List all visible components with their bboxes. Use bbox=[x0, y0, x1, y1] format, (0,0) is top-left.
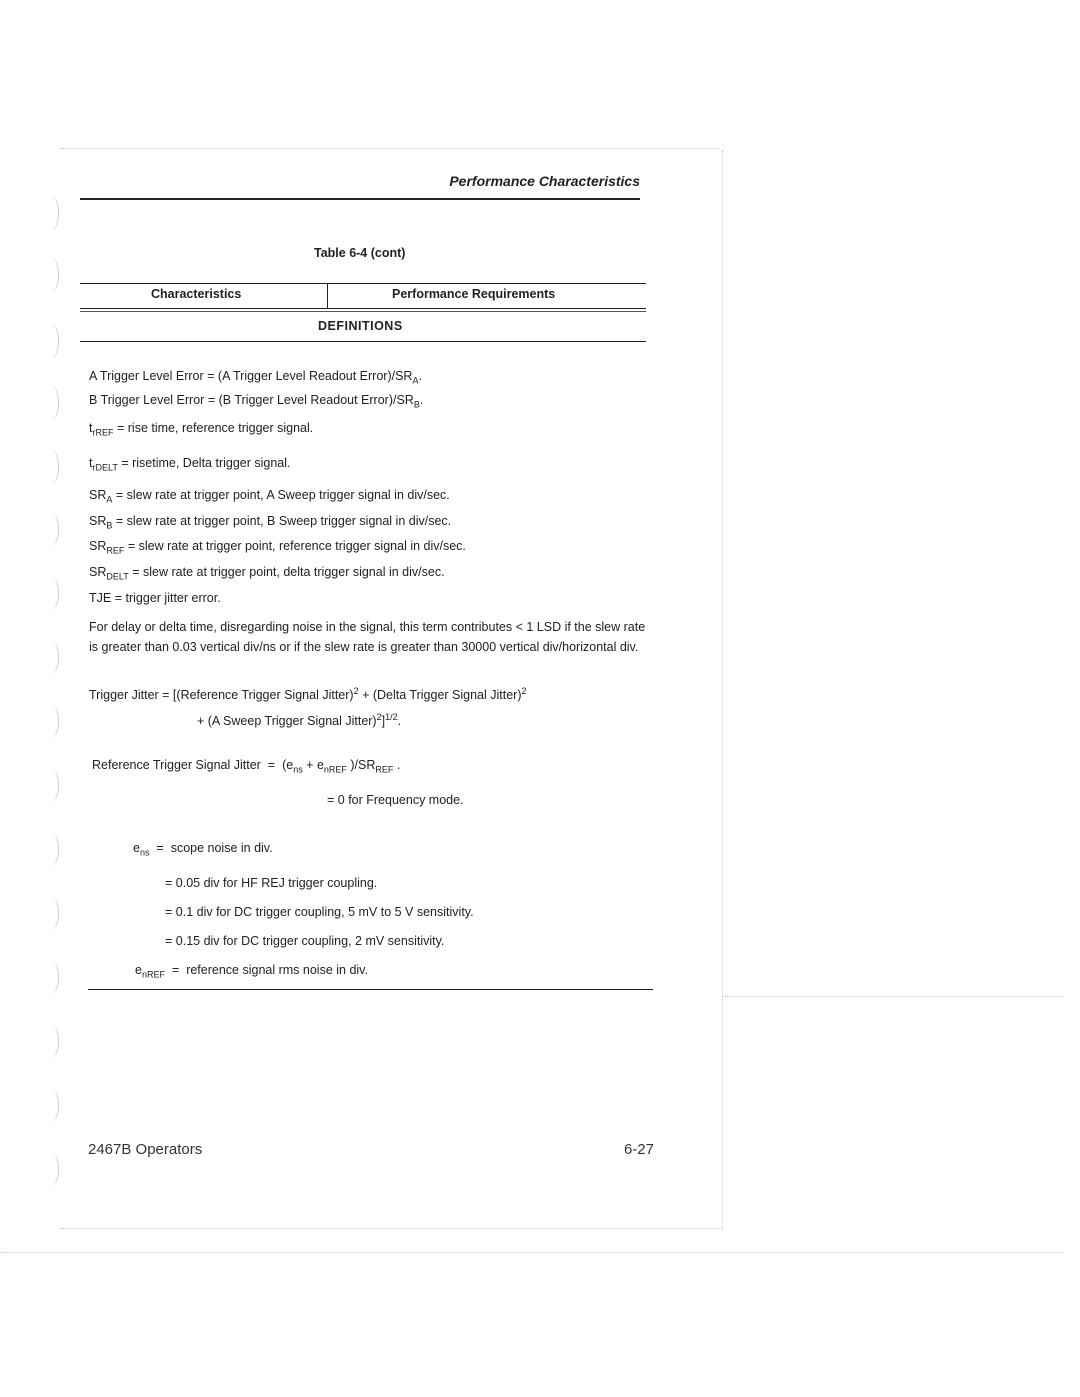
definition-b-trigger-level-error: B Trigger Level Error = (B Trigger Level Readout $Error)/SR_B$. bbox=[89, 393, 424, 410]
noise-value-dc-2mv: = 0.15 div for DC trigger coupling, 2 mV sensitivity. bbox=[165, 934, 445, 948]
reference-trigger-jitter-formula: Reference Trigger Signal Jitter = ($e_{ns} + e_{nREF}$ )$/SR_{REF}$ . bbox=[92, 758, 401, 775]
definition-a-trigger-level-error: A Trigger Level Error = (A Trigger Level Readout $Error)/SR_A$. bbox=[89, 369, 422, 386]
scan-edge-low bbox=[0, 1252, 1064, 1253]
section-rule bbox=[80, 341, 646, 342]
table-bottom-rule bbox=[88, 989, 653, 990]
column-header-performance-requirements: Performance Requirements bbox=[392, 287, 556, 301]
trigger-jitter-formula-line-1: Trigger Jitter = [(Reference Trigger Signal Jitter)$^2$ + (Delta Trigger Signal Jitter)$^2$ bbox=[89, 686, 527, 703]
delay-delta-note: For delay or delta time, disregarding noise in the signal, this term contributes < 1 LSD if the slew rate is greater than 0.03 vertical div/ns or if the slew rate is greater than 30000 vertical div/horizontal div. bbox=[89, 620, 646, 654]
table-caption: Table 6-4 (cont) bbox=[314, 246, 406, 260]
scan-edge-mid bbox=[724, 996, 1064, 997]
definition-e-ns: $e_{ns}$ = scope noise in div. bbox=[133, 841, 273, 858]
column-header-characteristics: Characteristics bbox=[151, 287, 242, 301]
header-rule bbox=[80, 198, 640, 200]
definition-e-nref: $e_{nREF}$ = reference signal rms noise in div. bbox=[135, 963, 368, 980]
definition-sr-delt: $SR_{DELT}$ = slew rate at trigger point, delta trigger signal in div/sec. bbox=[89, 565, 445, 582]
section-heading-definitions: DEFINITIONS bbox=[318, 319, 403, 333]
definition-t-rdelt: $t_{rDELT}$ = risetime, Delta trigger signal. bbox=[89, 456, 291, 473]
definition-sr-a: $SR_A$ = slew rate at trigger point, A Sweep trigger signal in div/sec. bbox=[89, 488, 450, 505]
column-divider bbox=[327, 283, 328, 308]
table-header-rule-2 bbox=[80, 311, 646, 312]
scan-border-right bbox=[722, 150, 723, 1228]
reference-jitter-frequency-mode: = 0 for Frequency mode. bbox=[327, 793, 464, 807]
scan-border-top bbox=[60, 148, 720, 149]
table-top-rule bbox=[80, 283, 646, 284]
table-header-rule-1 bbox=[80, 308, 646, 309]
definition-tje: TJE = trigger jitter error. bbox=[89, 591, 221, 605]
definition-t-rref: $t_{rREF}$ = rise time, reference trigger signal. bbox=[89, 421, 314, 438]
footer-page-number: 6-27 bbox=[623, 1141, 654, 1158]
footer-manual-title: 2467B Operators bbox=[88, 1141, 203, 1158]
scan-border-bottom bbox=[60, 1228, 722, 1229]
definition-sr-ref: $SR_{REF}$ = slew rate at trigger point, reference trigger signal in div/sec. bbox=[89, 539, 466, 556]
noise-value-dc-5mv: = 0.1 div for DC trigger coupling, 5 mV to 5 V sensitivity. bbox=[165, 905, 474, 919]
page-header-title: Performance Characteristics bbox=[449, 173, 640, 189]
noise-value-hf-rej: = 0.05 div for HF REJ trigger coupling. bbox=[165, 876, 378, 890]
definition-sr-b: $SR_B$ = slew rate at trigger point, B Sweep trigger signal in div/sec. bbox=[89, 514, 452, 531]
trigger-jitter-formula-line-2: + (A Sweep Trigger Signal Jitter)$^2$]$^{1/2}$. bbox=[197, 712, 402, 729]
